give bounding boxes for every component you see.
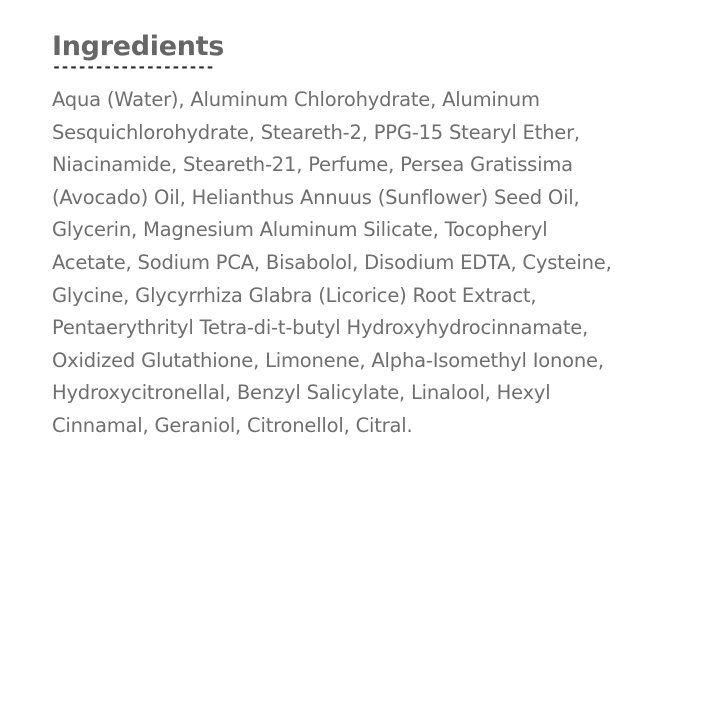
ingredients-list: Aqua (Water), Aluminum Chlorohydrate, Aluminum Sesquichlorohydrate, Steareth-2, PPG-15 Stearyl Ether, Niacinamide, Steareth-21, Perfume, Persea Gratissima (Avocado) Oil, Helianthus Annuus (Sunflower) Seed Oil, Glycerin, Magnesium Aluminum Silicate, Tocopheryl Acetate, Sodium PCA, Bisabolol, Disodium EDTA, Cysteine, Glycine, Glycyrrhiza Glabra (Licorice) Root Extract, Pentaerythrityl Tetra-di-t-butyl Hydroxyhydrocinnamate, Oxidized Glutathione, Limonene, Alpha-Isomethyl Ionone, Hydroxycitronellal, Benzyl Salicylate, Linalool, Hexyl Cinnamal, Geraniol, Citronellol, Citral. [52, 88, 612, 437]
ingredients-heading: Ingredients [52, 31, 225, 62]
heading-divider: ------------------- [52, 60, 215, 74]
ingredients-section [52, 30, 612, 443]
